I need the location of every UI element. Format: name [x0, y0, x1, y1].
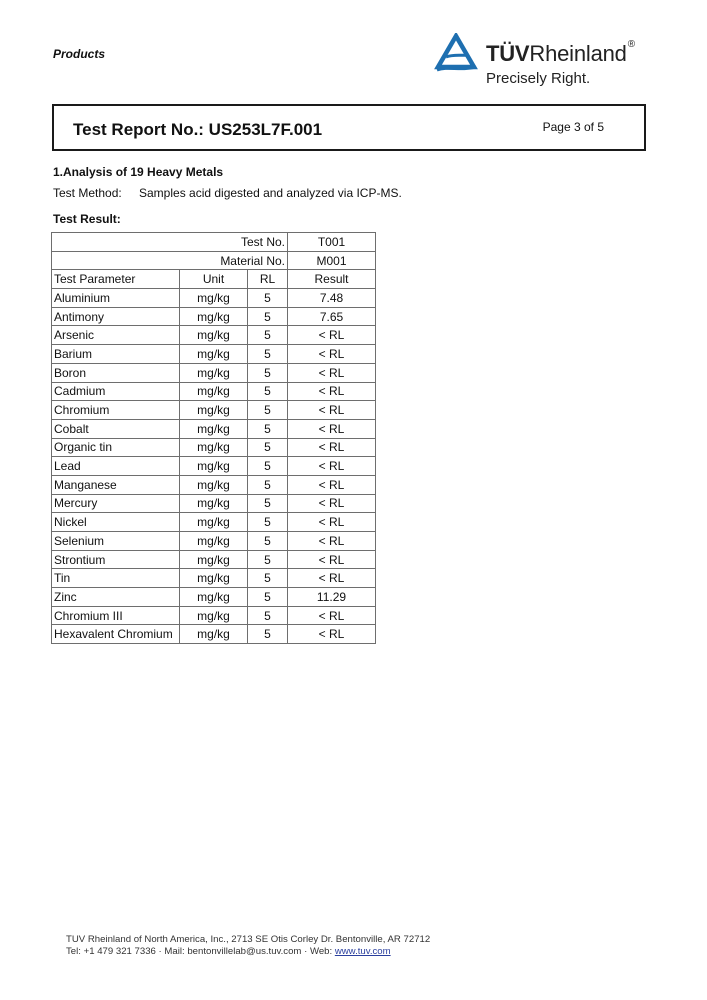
rl-cell: 5 [248, 475, 288, 494]
result-cell: < RL [288, 625, 376, 644]
rl-cell: 5 [248, 550, 288, 569]
unit-cell: mg/kg [180, 363, 248, 382]
result-cell: < RL [288, 532, 376, 551]
table-row [52, 475, 376, 494]
table-row [52, 588, 376, 607]
parameter-cell: Tin [52, 569, 180, 588]
table-row [52, 363, 376, 382]
unit-cell: mg/kg [180, 382, 248, 401]
unit-cell: mg/kg [180, 550, 248, 569]
rl-cell: 5 [248, 625, 288, 644]
tuv-rheinland-logo [434, 33, 644, 89]
parameter-cell: Arsenic [52, 326, 180, 345]
column-header-row [52, 270, 376, 289]
table-row [52, 494, 376, 513]
results-table [51, 232, 376, 644]
logo-tagline: Precisely Right. [486, 70, 591, 87]
unit-cell: mg/kg [180, 513, 248, 532]
table-row [52, 532, 376, 551]
table-row [52, 289, 376, 308]
table-row [52, 326, 376, 345]
section-label: Products [53, 47, 106, 61]
unit-cell: mg/kg [180, 419, 248, 438]
rl-cell: 5 [248, 345, 288, 364]
rl-cell: 5 [248, 307, 288, 326]
table-row [52, 345, 376, 364]
parameter-cell: Mercury [52, 494, 180, 513]
test-no-row [52, 233, 376, 252]
column-header: RL [248, 270, 288, 289]
parameter-cell: Barium [52, 345, 180, 364]
result-cell: < RL [288, 569, 376, 588]
unit-cell: mg/kg [180, 326, 248, 345]
result-cell: < RL [288, 326, 376, 345]
parameter-cell: Strontium [52, 550, 180, 569]
report-title: Test Report No.: US253L7F.001 [73, 120, 323, 139]
result-cell: < RL [288, 606, 376, 625]
parameter-cell: Manganese [52, 475, 180, 494]
parameter-cell: Cobalt [52, 419, 180, 438]
test-method [53, 186, 402, 200]
rl-cell: 5 [248, 326, 288, 345]
result-cell: 11.29 [288, 588, 376, 607]
table-row [52, 550, 376, 569]
report-header-box [52, 104, 646, 151]
test-method-value: Samples acid digested and analyzed via ICP-MS. [139, 186, 402, 200]
parameter-cell: Hexavalent Chromium [52, 625, 180, 644]
unit-cell: mg/kg [180, 606, 248, 625]
table-row [52, 401, 376, 420]
parameter-cell: Boron [52, 363, 180, 382]
unit-cell: mg/kg [180, 494, 248, 513]
unit-cell: mg/kg [180, 345, 248, 364]
footer-web-link[interactable]: www.tuv.com [334, 945, 391, 957]
parameter-cell: Selenium [52, 532, 180, 551]
column-header: Unit [180, 270, 248, 289]
parameter-cell: Aluminium [52, 289, 180, 308]
material-no-value: M001 [288, 251, 376, 270]
result-cell: < RL [288, 438, 376, 457]
test-no-label: Test No. [52, 233, 288, 252]
logo-brand-name: TÜVRheinland® [486, 39, 635, 66]
parameter-cell: Zinc [52, 588, 180, 607]
parameter-cell: Chromium III [52, 606, 180, 625]
rl-cell: 5 [248, 569, 288, 588]
result-cell: < RL [288, 419, 376, 438]
page-indicator: Page 3 of 5 [542, 120, 604, 134]
material-no-row [52, 251, 376, 270]
material-no-label: Material No. [52, 251, 288, 270]
result-cell: < RL [288, 363, 376, 382]
result-cell: < RL [288, 550, 376, 569]
table-row [52, 569, 376, 588]
table-row [52, 625, 376, 644]
rl-cell: 5 [248, 513, 288, 532]
test-no-value: T001 [288, 233, 376, 252]
rl-cell: 5 [248, 457, 288, 476]
table-row [52, 419, 376, 438]
unit-cell: mg/kg [180, 438, 248, 457]
result-cell: 7.65 [288, 307, 376, 326]
result-cell: 7.48 [288, 289, 376, 308]
unit-cell: mg/kg [180, 401, 248, 420]
rl-cell: 5 [248, 494, 288, 513]
result-cell: < RL [288, 494, 376, 513]
table-row [52, 513, 376, 532]
footer-contact-text: Tel: +1 479 321 7336 · Mail: bentonvillelab@us.tuv.com · Web: [66, 945, 335, 957]
unit-cell: mg/kg [180, 475, 248, 494]
rl-cell: 5 [248, 588, 288, 607]
rl-cell: 5 [248, 606, 288, 625]
unit-cell: mg/kg [180, 457, 248, 476]
parameter-cell: Antimony [52, 307, 180, 326]
column-header: Result [288, 270, 376, 289]
result-cell: < RL [288, 475, 376, 494]
parameter-cell: Nickel [52, 513, 180, 532]
table-row [52, 382, 376, 401]
result-cell: < RL [288, 401, 376, 420]
result-cell: < RL [288, 513, 376, 532]
unit-cell: mg/kg [180, 307, 248, 326]
section-title: 1.Analysis of 19 Heavy Metals [53, 165, 224, 179]
rl-cell: 5 [248, 289, 288, 308]
footer-contact [66, 946, 430, 958]
tuv-triangle-logo-icon [434, 33, 478, 73]
unit-cell: mg/kg [180, 289, 248, 308]
footer [66, 934, 430, 957]
rl-cell: 5 [248, 401, 288, 420]
test-result-title: Test Result: [53, 212, 121, 226]
result-cell: < RL [288, 457, 376, 476]
parameter-cell: Lead [52, 457, 180, 476]
rl-cell: 5 [248, 438, 288, 457]
result-cell: < RL [288, 382, 376, 401]
parameter-cell: Cadmium [52, 382, 180, 401]
unit-cell: mg/kg [180, 532, 248, 551]
rl-cell: 5 [248, 363, 288, 382]
unit-cell: mg/kg [180, 625, 248, 644]
result-cell: < RL [288, 345, 376, 364]
column-header: Test Parameter [52, 270, 180, 289]
test-method-label: Test Method: [53, 186, 122, 200]
rl-cell: 5 [248, 419, 288, 438]
footer-address: TUV Rheinland of North America, Inc., 2713 SE Otis Corley Dr. Bentonville, AR 72712 [66, 934, 431, 945]
table-row [52, 606, 376, 625]
rl-cell: 5 [248, 382, 288, 401]
rl-cell: 5 [248, 532, 288, 551]
unit-cell: mg/kg [180, 569, 248, 588]
table-row [52, 438, 376, 457]
unit-cell: mg/kg [180, 588, 248, 607]
parameter-cell: Chromium [52, 401, 180, 420]
table-row [52, 457, 376, 476]
table-row [52, 307, 376, 326]
parameter-cell: Organic tin [52, 438, 180, 457]
